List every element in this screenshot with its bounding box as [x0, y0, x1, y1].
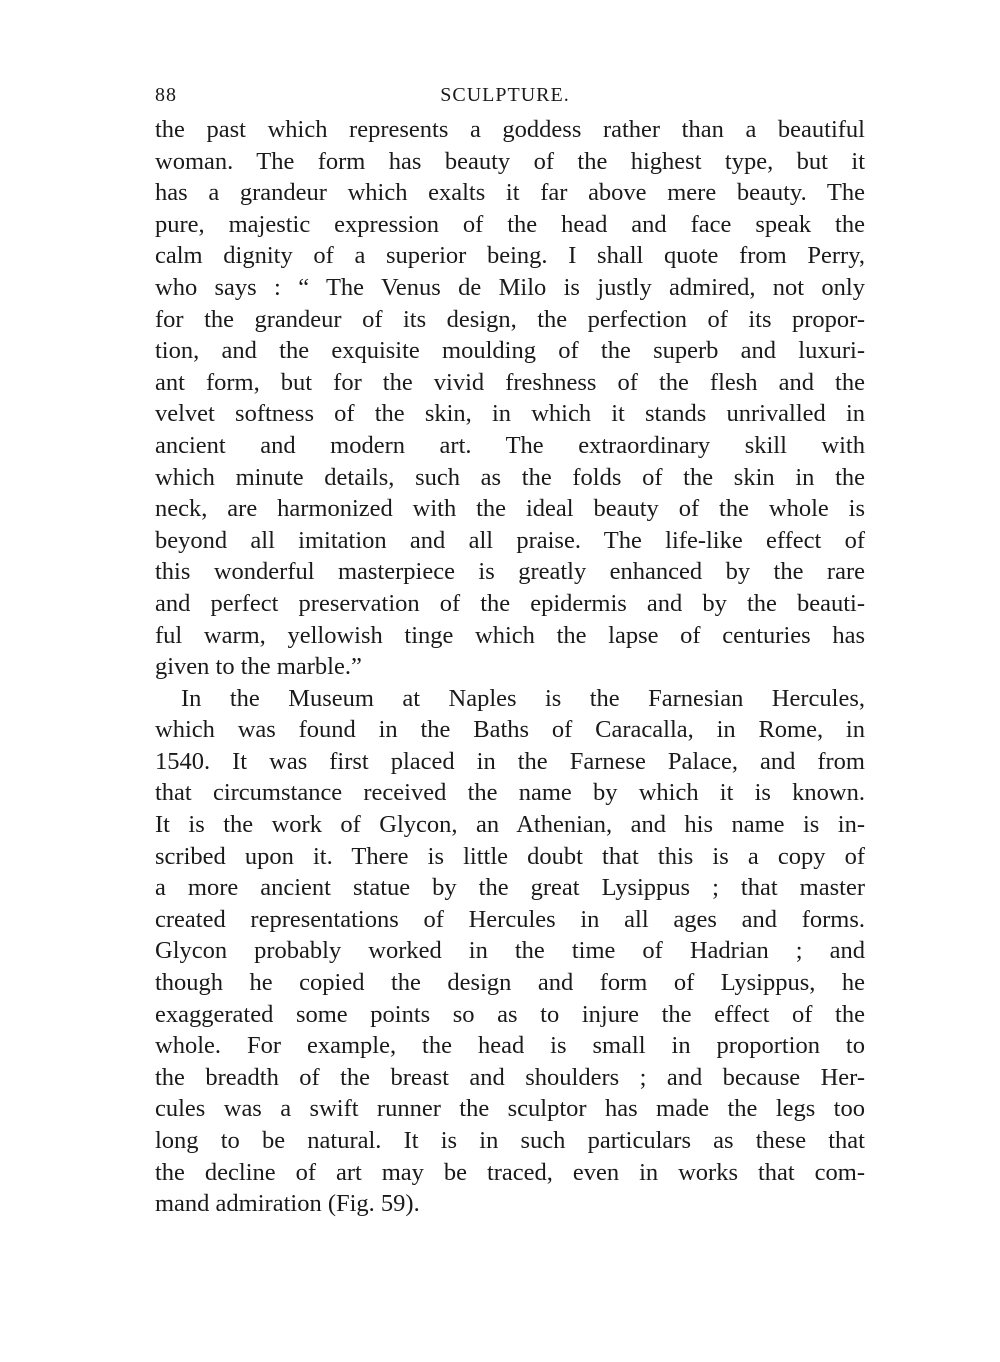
text-line: cules was a swift runner the sculptor has made the legs too: [155, 1095, 865, 1123]
text-line: It is the work of Glycon, an Athenian, and his name is in-: [155, 811, 865, 839]
text-line: has a grandeur which exalts it far above mere beauty. The: [155, 179, 865, 207]
text-line: woman. The form has beauty of the highest type, but it: [155, 147, 865, 175]
text-line: exaggerated some points so as to injure the effect of the: [155, 1000, 865, 1028]
text-line: neck, are harmonized with the ideal beauty of the whole is: [155, 495, 865, 523]
text-line: long to be natural. It is in such particulars as these that: [155, 1127, 865, 1154]
text-line: ful warm, yellowish tinge which the lapse of centuries has: [155, 621, 865, 649]
text-line: In the Museum at Naples is the Farnesian Hercules,: [181, 684, 865, 712]
text-line: a more ancient statue by the great Lysippus ; that master: [155, 874, 865, 902]
paragraph: [155, 114, 865, 683]
text-line: this wonderful masterpiece is greatly enhanced by the rare: [155, 558, 865, 586]
text-line: created representations of Hercules in all ages and forms.: [155, 905, 865, 933]
text-line: and perfect preservation of the epidermis and by the beauti-: [155, 589, 865, 617]
running-title: SCULPTURE.: [440, 84, 570, 106]
text-line: which minute details, such as the folds of the skin in the: [155, 463, 865, 491]
text-line: ancient and modern art. The extraordinary skill with: [155, 431, 865, 459]
text-line: calm dignity of a superior being. I shall quote from Perry,: [155, 242, 865, 270]
text-line: 1540. It was first placed in the Farnese Palace, and from: [155, 747, 865, 775]
text-line: given to the marble.”: [155, 653, 362, 681]
text-line: that circumstance received the name by which it is known.: [155, 779, 865, 807]
text-line: the breadth of the breast and shoulders ; and because Her-: [155, 1063, 865, 1091]
text-line: for the grandeur of its design, the perfection of its propor-: [155, 305, 865, 333]
text-line: tion, and the exquisite moulding of the superb and luxuri-: [155, 337, 865, 365]
text-line: ant form, but for the vivid freshness of the flesh and the: [155, 368, 865, 396]
text-line: the decline of art may be traced, even in works that com-: [155, 1158, 865, 1186]
text-line: who says : “ The Venus de Milo is justly admired, not only: [155, 273, 865, 301]
text-line: velvet softness of the skin, in which it stands unrivalled in: [155, 400, 865, 428]
text-line: Glycon probably worked in the time of Hadrian ; and: [155, 937, 865, 965]
text-line: pure, majestic expression of the head and face speak the: [155, 210, 865, 238]
text-line: the past which represents a goddess rather than a beautiful: [155, 116, 865, 143]
text-line: mand admiration (Fig. 59).: [155, 1190, 420, 1218]
text-line: whole. For example, the head is small in proportion to: [155, 1032, 865, 1060]
text-line: which was found in the Baths of Caracalla, in Rome, in: [155, 716, 865, 744]
paragraph: [155, 683, 865, 1220]
text-line: beyond all imitation and all praise. The life-like effect of: [155, 526, 865, 554]
text-line: scribed upon it. There is little doubt that this is a copy of: [155, 842, 865, 870]
text-line: though he copied the design and form of Lysippus, he: [155, 969, 865, 997]
page-number: 88: [155, 84, 177, 106]
page-body: [155, 114, 865, 1220]
